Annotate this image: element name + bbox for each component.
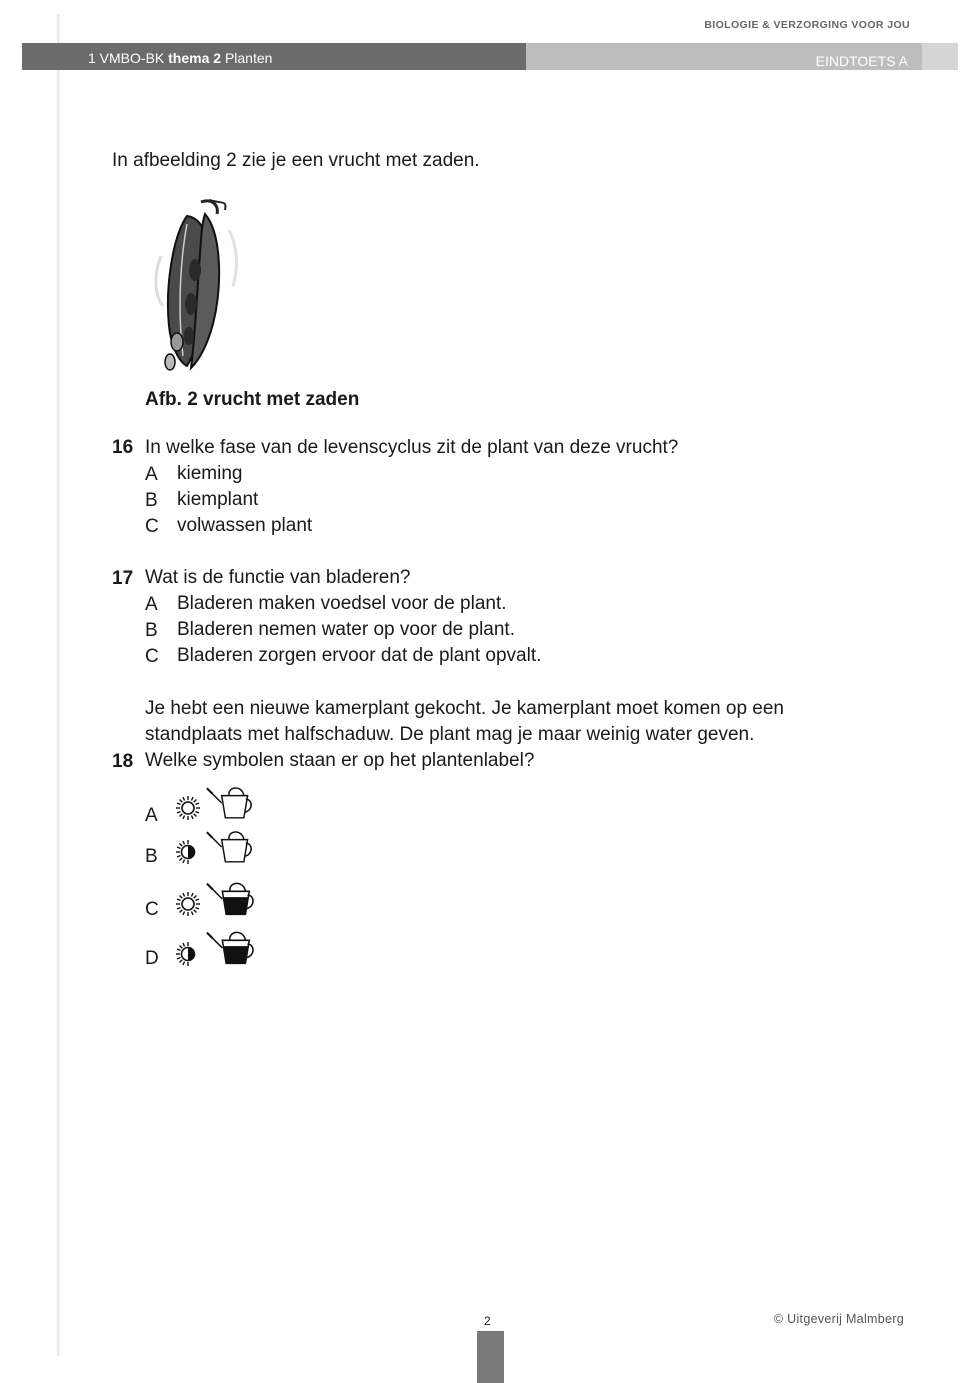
sun-icon bbox=[175, 795, 201, 821]
figure-caption: Afb. 2 vrucht met zaden bbox=[145, 389, 360, 410]
half-shade-icon bbox=[175, 941, 201, 967]
watering-can-full-icon bbox=[205, 928, 257, 968]
course-prefix: 1 VMBO-BK bbox=[88, 50, 169, 66]
question-number: 17 bbox=[112, 568, 134, 589]
course-label bbox=[22, 43, 526, 70]
test-name: EINDTOETS A bbox=[815, 53, 908, 69]
option-letter: D bbox=[145, 948, 159, 969]
option-letter: B bbox=[145, 846, 158, 867]
option-letter: A bbox=[145, 464, 158, 485]
page-tab bbox=[477, 1331, 504, 1383]
question-text: In welke fase van de levenscyclus zit de plant van deze vrucht? bbox=[145, 437, 679, 458]
course-suffix: Planten bbox=[221, 50, 273, 66]
option-letter: B bbox=[145, 620, 158, 641]
test-label bbox=[526, 43, 922, 70]
option-text: Bladeren nemen water op voor de plant. bbox=[177, 619, 515, 640]
option-text: kiemplant bbox=[177, 489, 259, 510]
page-margin-rule bbox=[57, 14, 60, 1356]
option-text: kieming bbox=[177, 463, 243, 484]
option-text: Bladeren zorgen ervoor dat de plant opvalt. bbox=[177, 645, 542, 666]
header-band-tail bbox=[922, 43, 958, 70]
publisher-brand: BIOLOGIE & VERZORGING VOOR JOU bbox=[704, 19, 910, 31]
question-text: Welke symbolen staan er op het plantenlabel? bbox=[145, 750, 535, 771]
watering-can-empty-icon bbox=[205, 827, 255, 867]
question-number: 18 bbox=[112, 751, 134, 772]
option-letter: A bbox=[145, 805, 158, 826]
question-number: 16 bbox=[112, 437, 134, 458]
sun-icon bbox=[175, 891, 201, 917]
option-letter: A bbox=[145, 594, 158, 615]
header-band bbox=[22, 43, 958, 70]
page-number: 2 bbox=[484, 1314, 491, 1328]
question-context-line: Je hebt een nieuwe kamerplant gekocht. Je kamerplant moet komen op een bbox=[145, 698, 784, 719]
course-theme: thema 2 bbox=[168, 50, 222, 66]
intro-text: In afbeelding 2 zie je een vrucht met zaden. bbox=[112, 150, 480, 171]
bean-pod-icon bbox=[143, 196, 253, 376]
option-letter: C bbox=[145, 646, 159, 667]
option-letter: C bbox=[145, 899, 159, 920]
copyright: © Uitgeverij Malmberg bbox=[773, 1312, 904, 1326]
watering-can-full-icon bbox=[205, 879, 257, 919]
option-text: volwassen plant bbox=[177, 515, 313, 536]
option-letter: C bbox=[145, 516, 159, 537]
question-text: Wat is de functie van bladeren? bbox=[145, 567, 411, 588]
watering-can-empty-icon bbox=[205, 783, 255, 823]
half-shade-icon bbox=[175, 839, 201, 865]
option-letter: B bbox=[145, 490, 158, 511]
option-text: Bladeren maken voedsel voor de plant. bbox=[177, 593, 507, 614]
question-context-line: standplaats met halfschaduw. De plant mag je maar weinig water geven. bbox=[145, 724, 755, 745]
